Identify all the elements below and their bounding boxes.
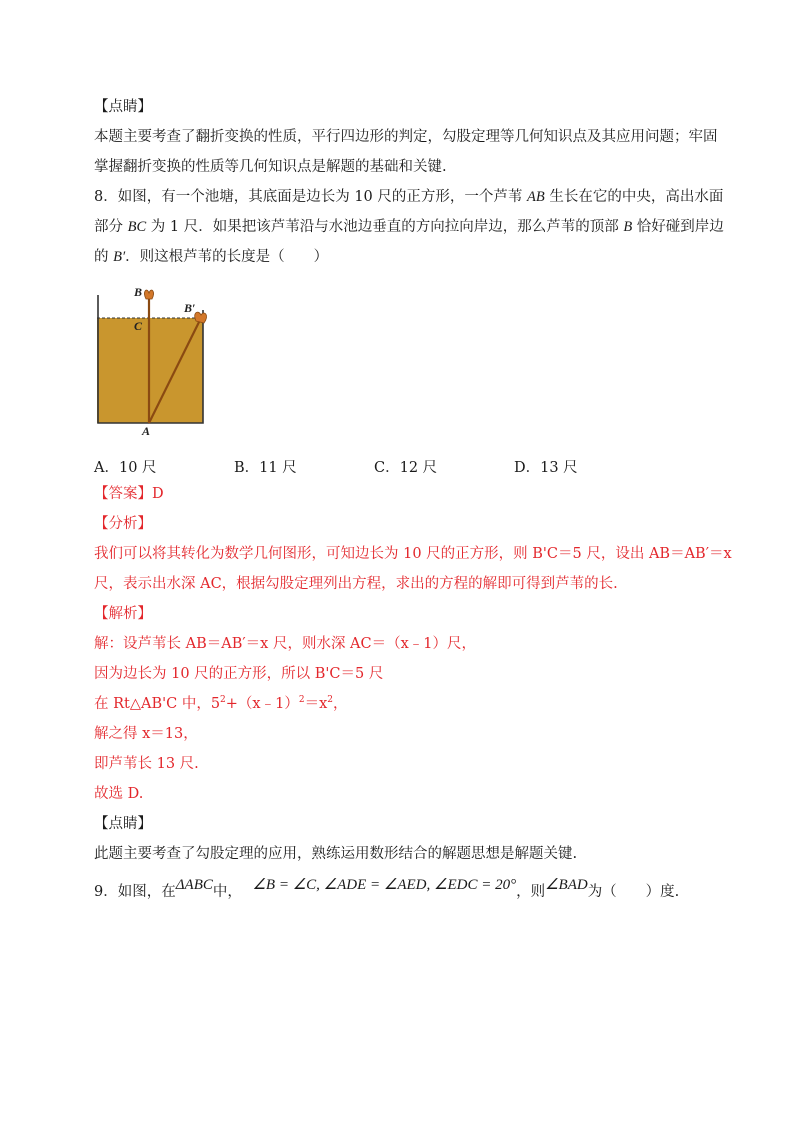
solution-text: +（x﹣1） xyxy=(225,696,299,712)
analysis-line-1: 我们可以将其转化为数学几何图形，可知边长为 10 尺的正方形，则 B'C＝5 尺，设出 AB＝AB′＝x xyxy=(94,546,732,562)
q9-conditions: ∠B = ∠C, ∠ADE = ∠AED, ∠EDC = 20° xyxy=(252,877,517,893)
q8-var-b: B xyxy=(623,219,633,235)
reed-top-b xyxy=(144,290,153,299)
option-b: B．11 尺 xyxy=(234,460,297,476)
exponent: 2 xyxy=(298,695,305,706)
q8-line-3 xyxy=(94,247,328,267)
q9-text: 中， xyxy=(212,884,242,900)
label-bprime: B′ xyxy=(184,301,196,315)
q9-angle: ∠BAD xyxy=(545,877,588,893)
label-a: A xyxy=(142,424,151,435)
q8-text: 的 xyxy=(94,249,114,265)
solution-line-1: 解：设芦苇长 AB＝AB′＝x 尺，则水深 AC＝（x﹣1）尺， xyxy=(94,636,477,652)
solution-header: 【解析】 xyxy=(94,606,152,622)
exponent: 2 xyxy=(220,695,226,706)
solution-line-3 xyxy=(94,694,348,714)
comment-line-2: 掌握翻折变换的性质等几何知识点是解题的基础和关键. xyxy=(94,159,447,175)
q8-var-bc: BC xyxy=(127,219,147,235)
q8-text: 部分 xyxy=(94,219,128,235)
solution-line-2: 因为边长为 10 尺的正方形，所以 B'C＝5 尺 xyxy=(94,666,384,682)
exponent: 2 xyxy=(327,695,333,706)
analysis-header: 【分析】 xyxy=(94,516,152,532)
q9-text: 9．如图，在 xyxy=(94,884,176,900)
q8-text: 8．如图，有一个池塘，其底面是边长为 10 尺的正方形，一个芦苇 xyxy=(94,189,528,205)
q9-line xyxy=(94,877,680,904)
q9-triangle: ΔABC xyxy=(175,877,213,893)
q8-var-bprime: B′ xyxy=(113,249,126,265)
q8-line-1 xyxy=(94,187,723,207)
q9-text: 为（ ）度. xyxy=(587,884,680,900)
q8-text: 恰好碰到岸边 xyxy=(632,219,724,235)
q8-var-ab: AB xyxy=(527,189,545,205)
solution-line-4: 解之得 x＝13， xyxy=(94,726,198,742)
reed-top-bprime xyxy=(195,312,207,323)
comment-line-1: 本题主要考查了翻折变换的性质，平行四边形的判定，勾股定理等几何知识点及其应用问题；牢固 xyxy=(94,129,718,145)
pond-diagram xyxy=(92,285,217,435)
q9-text: ，则 xyxy=(516,884,546,900)
solution-line-5: 即芦苇长 13 尺. xyxy=(94,756,199,772)
q8-text: 生长在它的中央，高出水面 xyxy=(544,189,724,205)
answer: 【答案】D xyxy=(94,486,164,502)
label-c: C xyxy=(134,319,143,333)
comment-header-prev: 【点睛】 xyxy=(94,99,152,115)
analysis-line-2: 尺，表示出水深 AC，根据勾股定理列出方程，求出的方程的解即可得到芦苇的长. xyxy=(94,576,618,592)
option-a: A．10 尺 xyxy=(94,460,157,476)
solution-text: ， xyxy=(333,696,348,712)
option-c: C．12 尺 xyxy=(374,460,438,476)
solution-text: ＝x xyxy=(304,696,328,712)
pond-figure xyxy=(92,285,217,435)
solution-line-6: 故选 D. xyxy=(94,786,144,802)
solution-text: 在 Rt△AB'C 中，5 xyxy=(94,696,221,712)
option-d: D．13 尺 xyxy=(514,460,578,476)
comment-text: 此题主要考查了勾股定理的应用，熟练运用数形结合的解题思想是解题关键. xyxy=(94,846,578,862)
comment-header: 【点睛】 xyxy=(94,816,152,832)
q8-line-2 xyxy=(94,217,724,237)
label-b: B xyxy=(134,285,143,299)
q8-text: ．则这根芦苇的长度是（ ） xyxy=(125,249,329,265)
q8-text: 为 1 尺．如果把该芦苇沿与水池边垂直的方向拉向岸边，那么芦苇的顶部 xyxy=(146,219,624,235)
